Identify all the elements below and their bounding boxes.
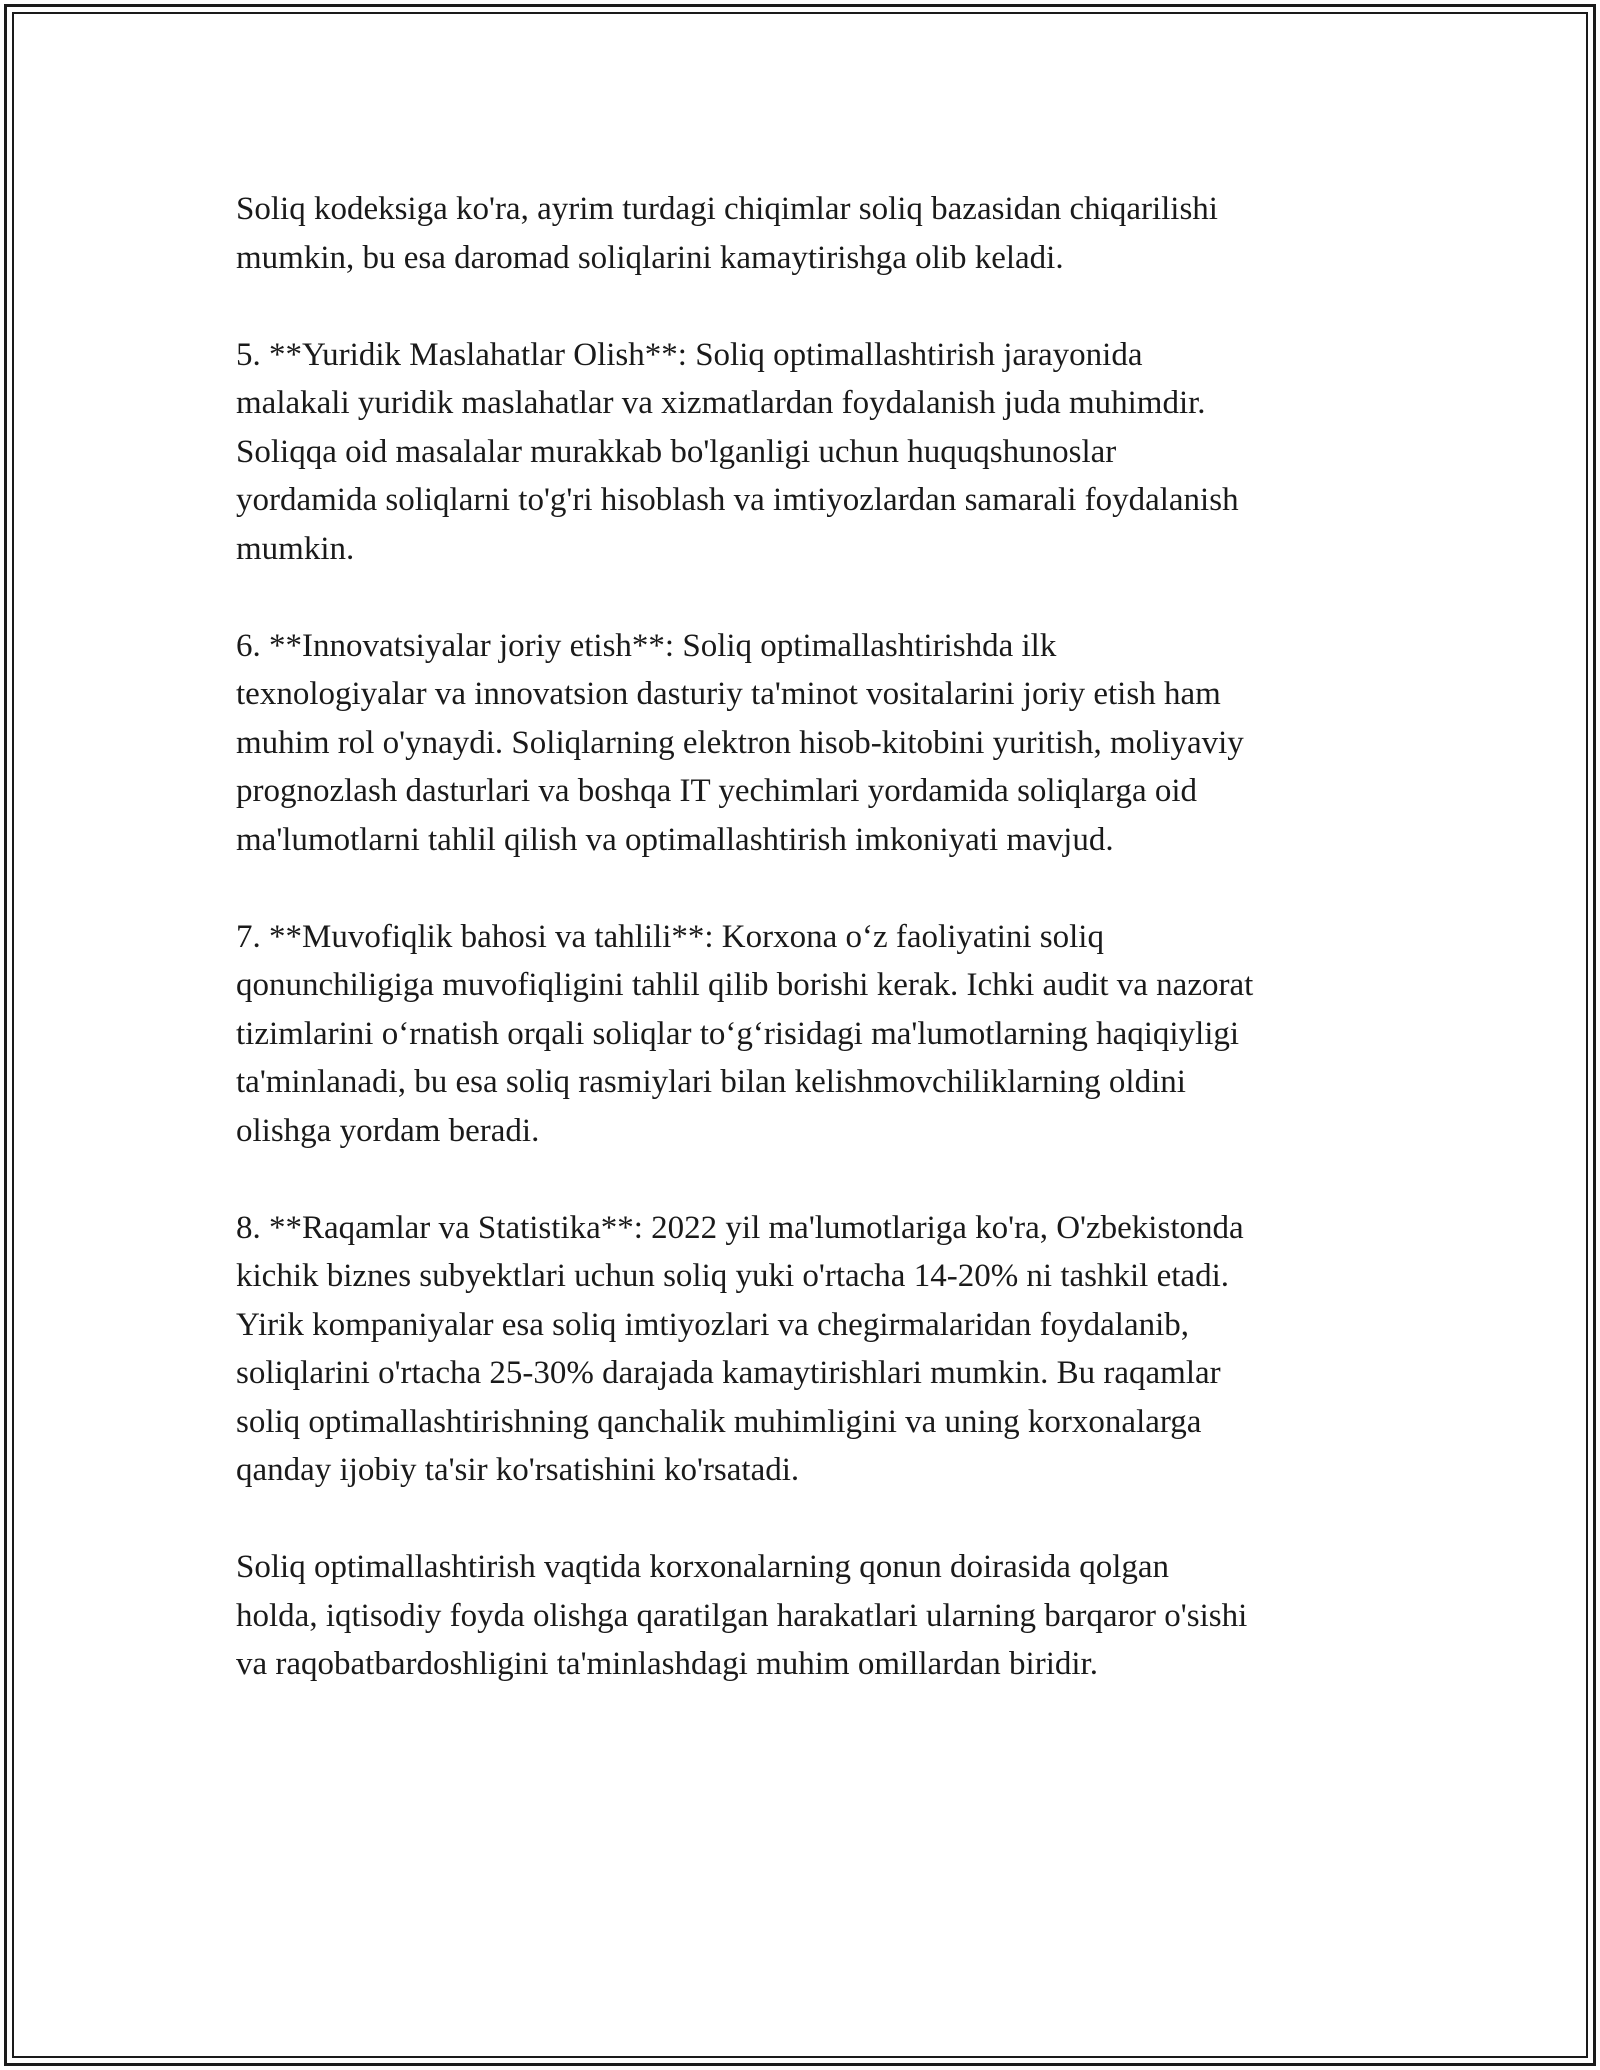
document-body <box>236 185 1376 1737</box>
text-line: kichik biznes subyektlari uchun soliq yuki o'rtacha 14-20% ni tashkil etadi. <box>236 1258 1229 1294</box>
text-line: prognozlash dasturlari va boshqa IT yechimlari yordamida soliqlarga oid <box>236 773 1198 809</box>
text-line: ta'minlanadi, bu esa soliq rasmiylari bilan kelishmovchiliklarning oldini <box>236 1064 1186 1100</box>
paragraph-item-6 <box>236 622 1376 865</box>
text-line: holda, iqtisodiy foyda olishga qaratilgan harakatlari ularning barqaror o'sishi <box>236 1597 1248 1634</box>
text-line: ma'lumotlarni tahlil qilish va optimallashtirish imkoniyati mavjud. <box>236 821 1114 858</box>
text-line: yordamida soliqlarni to'g'ri hisoblash va imtiyozlardan samarali foydalanish <box>236 482 1239 518</box>
text-line: Soliqqa oid masalalar murakkab bo'lganligi uchun huquqshunoslar <box>236 433 1117 470</box>
paragraph-conclusion <box>236 1543 1376 1689</box>
paragraph-intro <box>236 185 1376 282</box>
text-line: Yirik kompaniyalar esa soliq imtiyozlari va chegirmalaridan foydalanib, <box>236 1306 1190 1343</box>
text-line: qanday ijobiy ta'sir ko'rsatishini ko'rsatadi. <box>236 1452 800 1488</box>
text-line: va raqobatbardoshligini ta'minlashdagi muhim omillardan biridir. <box>236 1646 1098 1682</box>
text-line: mumkin. <box>236 530 355 567</box>
text-line: Soliq optimallashtirish vaqtida korxonalarning qonun doirasida qolgan <box>236 1549 1170 1585</box>
paragraph-item-7 <box>236 913 1376 1156</box>
text-line: 5. **Yuridik Maslahatlar Olish**: Soliq optimallashtirish jarayonida <box>236 336 1143 373</box>
text-line: malakali yuridik maslahatlar va xizmatlardan foydalanish juda muhimdir. <box>236 385 1206 421</box>
text-line: muhim rol o'ynaydi. Soliqlarning elektron hisob-kitobini yuritish, moliyaviy <box>236 724 1244 761</box>
text-line: tizimlarini o‘rnatish orqali soliqlar to‘g‘risidagi ma'lumotlarning haqiqiyligi <box>236 1015 1240 1052</box>
text-line: olishga yordam beradi. <box>236 1112 540 1149</box>
text-line: mumkin, bu esa daromad soliqlarini kamaytirishga olib keladi. <box>236 239 1064 276</box>
text-line: soliqlarini o'rtacha 25-30% darajada kamaytirishlari mumkin. Bu raqamlar <box>236 1355 1221 1391</box>
text-line: qonunchiligiga muvofiqligini tahlil qilib borishi kerak. Ichki audit va nazorat <box>236 967 1254 1003</box>
text-line: Soliq kodeksiga ko'ra, ayrim turdagi chiqimlar soliq bazasidan chiqarilishi <box>236 191 1218 227</box>
paragraph-item-8 <box>236 1204 1376 1495</box>
text-line: 6. **Innovatsiyalar joriy etish**: Soliq optimallashtirishda ilk <box>236 627 1057 664</box>
text-line: soliq optimallashtirishning qanchalik muhimligini va uning korxonalarga <box>236 1403 1202 1440</box>
text-line: texnologiyalar va innovatsion dasturiy ta'minot vositalarini joriy etish ham <box>236 676 1221 712</box>
text-line: 8. **Raqamlar va Statistika**: 2022 yil ma'lumotlariga ko'ra, O'zbekistonda <box>236 1209 1244 1246</box>
text-line: 7. **Muvofiqlik bahosi va tahlili**: Korxona o‘z faoliyatini soliq <box>236 918 1104 955</box>
paragraph-item-5 <box>236 331 1376 574</box>
